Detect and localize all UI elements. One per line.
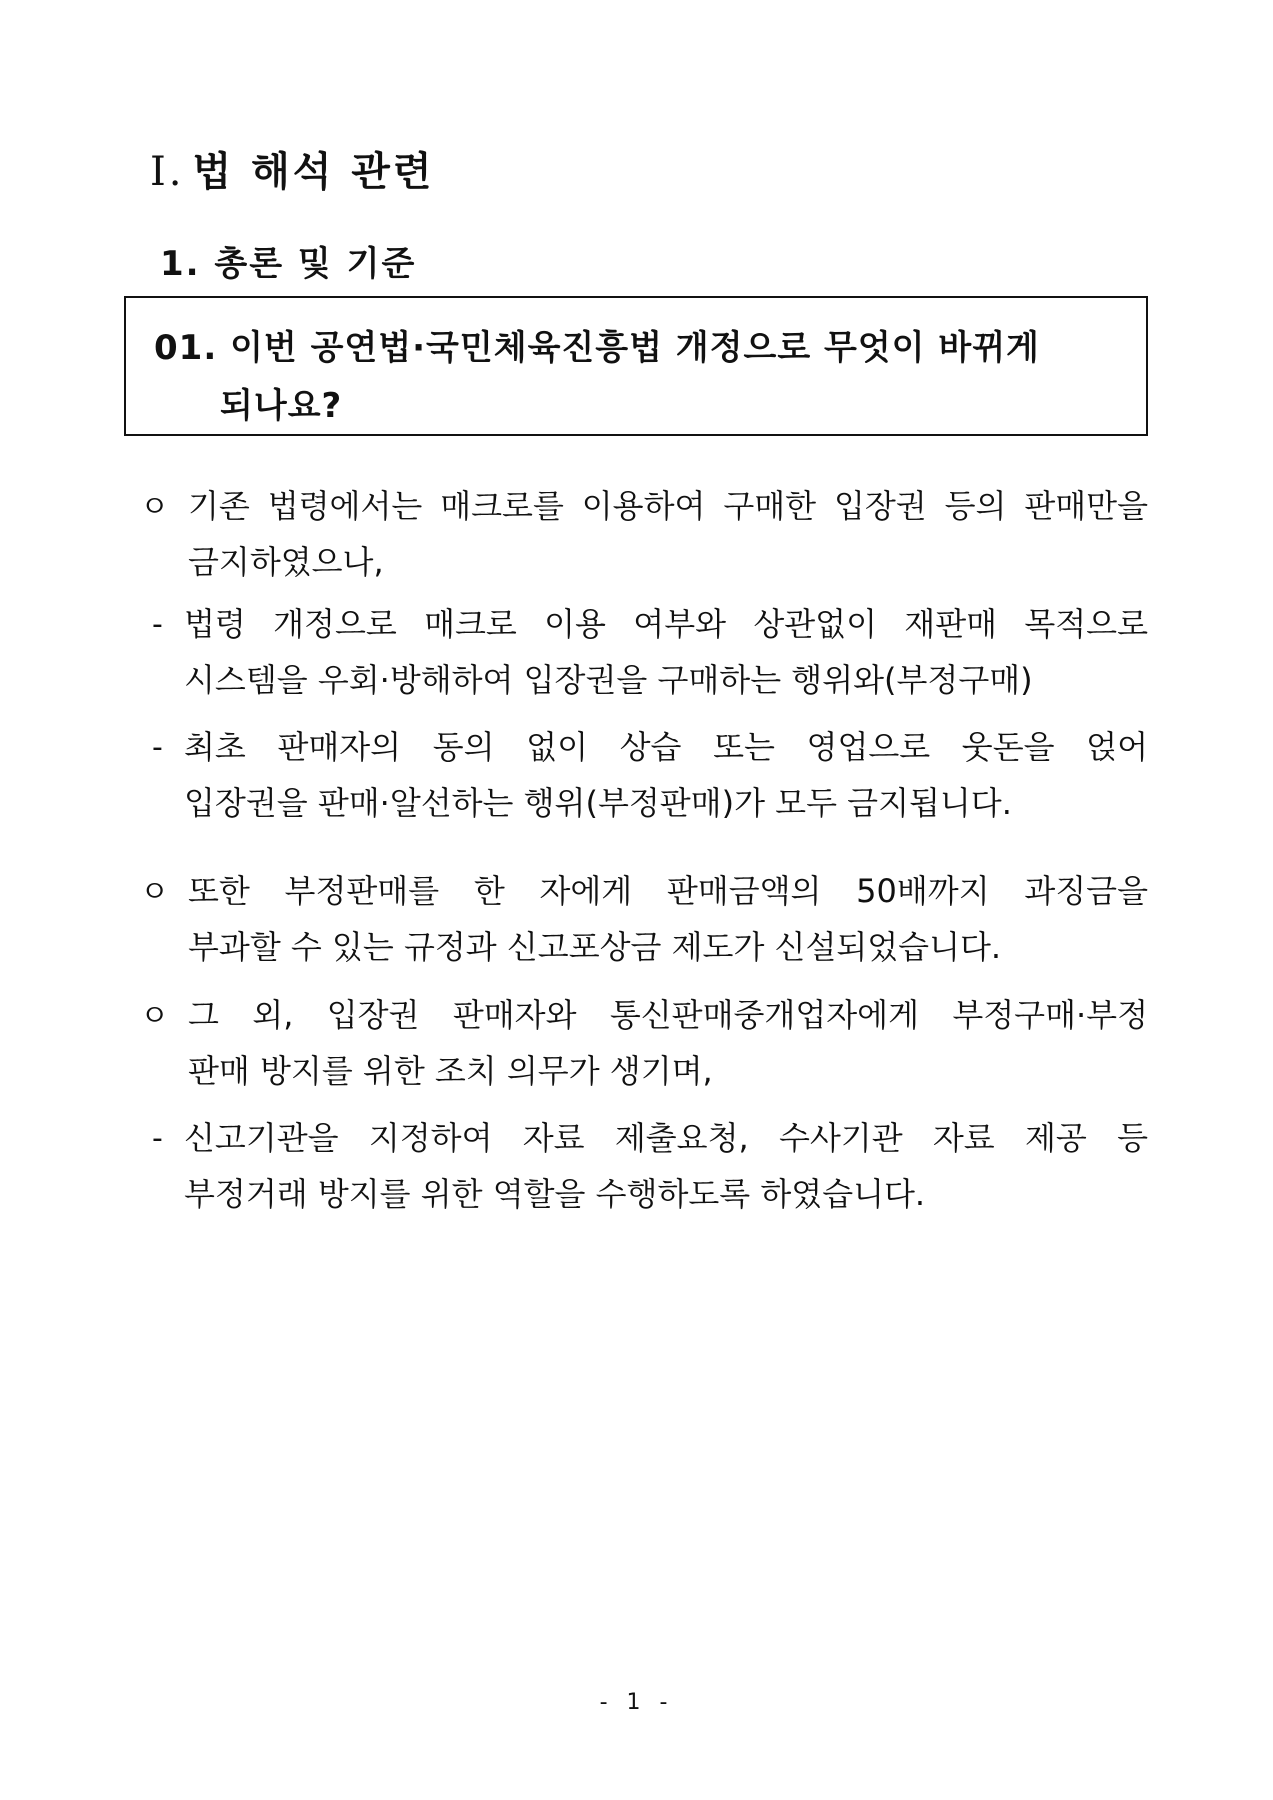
paragraph-line: 시스템을 우회·방해하여 입장권을 구매하는 행위와(부정구매) — [184, 661, 1033, 699]
paragraph-line: 최초 판매자의 동의 없이 상습 또는 영업으로 웃돈을 얹어 — [184, 728, 1148, 766]
bullet-marker: ㅇ — [140, 999, 169, 1034]
question-line-2: 되나요? — [220, 386, 343, 426]
paragraph-line: 그 외, 입장권 판매자와 통신판매중개업자에게 부정구매·부정 — [188, 996, 1148, 1034]
paragraph-line: 법령 개정으로 매크로 이용 여부와 상관없이 재판매 목적으로 — [184, 605, 1148, 643]
paragraph-line: 신고기관을 지정하여 자료 제출요청, 수사기관 자료 제공 등 — [184, 1119, 1148, 1157]
paragraph-line: 금지하였으나, — [188, 543, 384, 581]
paragraph-line: 입장권을 판매·알선하는 행위(부정판매)가 모두 금지됩니다. — [184, 784, 1012, 822]
bullet-marker: ㅇ — [140, 490, 169, 525]
paragraph-line: 기존 법령에서는 매크로를 이용하여 구매한 입장권 등의 판매만을 — [188, 487, 1148, 525]
page-number: - 1 - — [599, 1690, 674, 1715]
dash-marker: - — [152, 730, 163, 765]
dash-marker: - — [152, 1121, 163, 1156]
paragraph-line: 판매 방지를 위한 조치 의무가 생기며, — [188, 1052, 713, 1090]
paragraph-line: 부과할 수 있는 규정과 신고포상금 제도가 신설되었습니다. — [188, 928, 1002, 966]
section-numeral: Ⅰ. — [150, 149, 185, 195]
question-box — [124, 296, 1148, 436]
paragraph-line: 부정거래 방지를 위한 역할을 수행하도록 하였습니다. — [184, 1175, 926, 1213]
section-title-text: 법 해석 관련 — [192, 149, 435, 195]
section-title — [150, 140, 435, 197]
bullet-marker: ㅇ — [140, 875, 169, 910]
question-line-1: 01. 이번 공연법·국민체육진흥법 개정으로 무엇이 바뀌게 — [154, 328, 1040, 368]
subsection-title: 1. 총론 및 기준 — [160, 244, 417, 284]
paragraph-line: 또한 부정판매를 한 자에게 판매금액의 50배까지 과징금을 — [188, 872, 1148, 910]
dash-marker: - — [152, 607, 163, 642]
